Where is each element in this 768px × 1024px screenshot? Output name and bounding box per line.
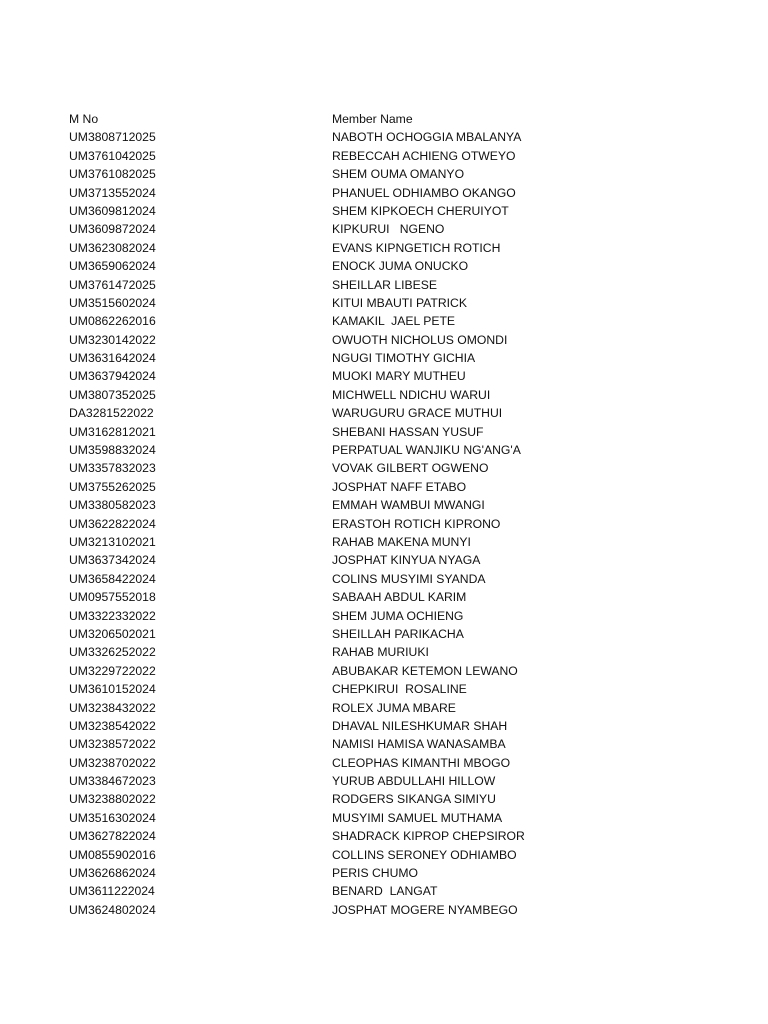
table-row xyxy=(69,662,629,680)
member-name-cell: SHEM OUMA OMANYO xyxy=(332,167,465,182)
member-name-cell: RAHAB MURIUKI xyxy=(332,645,429,660)
member-number-cell: UM3659062024 xyxy=(69,259,156,274)
member-number-cell: UM3627822024 xyxy=(69,829,156,844)
table-row xyxy=(69,790,629,808)
member-number-cell: UM3609812024 xyxy=(69,203,156,218)
header-member-name: Member Name xyxy=(332,112,413,126)
member-number-cell: UM3322332022 xyxy=(69,608,156,623)
member-name-cell: ERASTOH ROTICH KIPRONO xyxy=(332,516,501,531)
table-row xyxy=(69,349,629,367)
table-row xyxy=(69,735,629,753)
member-number-cell: UM3609872024 xyxy=(69,222,156,237)
member-name-cell: ABUBAKAR KETEMON LEWANO xyxy=(332,663,518,678)
table-row xyxy=(69,864,629,882)
table-row xyxy=(69,809,629,827)
member-name-cell: CLEOPHAS KIMANTHI MBOGO xyxy=(332,755,511,770)
member-number-cell: UM3761082025 xyxy=(69,167,156,182)
member-name-cell: KIPKURUI NGENO xyxy=(332,222,445,237)
member-name-cell: SHEILLAR LIBESE xyxy=(332,277,437,292)
member-name-cell: SABAAH ABDUL KARIM xyxy=(332,590,467,605)
table-row xyxy=(69,312,629,330)
table-row xyxy=(69,478,629,496)
member-number-cell: UM3162812021 xyxy=(69,424,156,439)
member-name-cell: PERPATUAL WANJIKU NG'ANG'A xyxy=(332,443,521,458)
member-name-cell: SHEILLAH PARIKACHA xyxy=(332,626,464,641)
member-number-cell: UM3637942024 xyxy=(69,369,156,384)
table-row xyxy=(69,607,629,625)
table-row xyxy=(69,533,629,551)
table-row xyxy=(69,901,629,919)
member-number-cell: UM3611222024 xyxy=(69,884,155,899)
table-row xyxy=(69,588,629,606)
table-row xyxy=(69,772,629,790)
table-row xyxy=(69,239,629,257)
member-name-cell: PHANUEL ODHIAMBO OKANGO xyxy=(332,185,516,200)
table-row xyxy=(69,276,629,294)
member-name-cell: COLINS MUSYIMI SYANDA xyxy=(332,571,486,586)
member-name-cell: VOVAK GILBERT OGWENO xyxy=(332,461,489,476)
table-row xyxy=(69,331,629,349)
member-number-cell: UM3658422024 xyxy=(69,571,156,586)
member-number-cell: UM3755262025 xyxy=(69,479,156,494)
member-name-cell: ENOCK JUMA ONUCKO xyxy=(332,259,469,274)
member-number-cell: UM3357832023 xyxy=(69,461,156,476)
member-number-cell: UM3761042025 xyxy=(69,148,156,163)
member-number-cell: UM3238702022 xyxy=(69,755,156,770)
member-name-cell: EVANS KIPNGETICH ROTICH xyxy=(332,240,501,255)
table-row xyxy=(69,625,629,643)
member-number-cell: UM3515602024 xyxy=(69,295,156,310)
member-number-cell: UM3326252022 xyxy=(69,645,156,660)
member-number-cell: UM3610152024 xyxy=(69,682,156,697)
member-number-cell: UM3761472025 xyxy=(69,277,156,292)
member-number-cell: UM0957552018 xyxy=(69,590,156,605)
table-row xyxy=(69,699,629,717)
table-row xyxy=(69,184,629,202)
member-name-cell: KITUI MBAUTI PATRICK xyxy=(332,295,467,310)
member-number-cell: UM3598832024 xyxy=(69,443,156,458)
header-m-no: M No xyxy=(69,112,99,126)
member-number-cell: UM0855902016 xyxy=(69,847,156,862)
member-name-cell: JOSPHAT MOGERE NYAMBEGO xyxy=(332,902,518,917)
member-name-cell: YURUB ABDULLAHI HILLOW xyxy=(332,774,496,789)
table-row xyxy=(69,515,629,533)
member-name-cell: REBECCAH ACHIENG OTWEYO xyxy=(332,148,516,163)
member-number-cell: UM3626862024 xyxy=(69,866,156,881)
member-name-cell: CHEPKIRUI ROSALINE xyxy=(332,682,467,697)
member-name-cell: JOSPHAT NAFF ETABO xyxy=(332,479,467,494)
member-name-cell: COLLINS SERONEY ODHIAMBO xyxy=(332,847,517,862)
member-name-cell: PERIS CHUMO xyxy=(332,866,418,881)
member-name-cell: SHEM JUMA OCHIENG xyxy=(332,608,464,623)
table-row xyxy=(69,294,629,312)
member-name-cell: SHEM KIPKOECH CHERUIYOT xyxy=(332,203,509,218)
table-row xyxy=(69,423,629,441)
table-row xyxy=(69,441,629,459)
table-row xyxy=(69,882,629,900)
member-name-cell: KAMAKIL JAEL PETE xyxy=(332,314,456,329)
member-name-cell: MICHWELL NDICHU WARUI xyxy=(332,387,491,402)
member-name-cell: JOSPHAT KINYUA NYAGA xyxy=(332,553,481,568)
member-number-cell: UM3238542022 xyxy=(69,718,156,733)
table-row xyxy=(69,680,629,698)
member-number-cell: UM3238432022 xyxy=(69,700,156,715)
table-row xyxy=(69,147,629,165)
member-number-cell: UM3238802022 xyxy=(69,792,156,807)
table-row xyxy=(69,202,629,220)
table-row xyxy=(69,754,629,772)
member-name-cell: WARUGURU GRACE MUTHUI xyxy=(332,406,503,421)
member-name-cell: NAMISI HAMISA WANASAMBA xyxy=(332,737,506,752)
table-row xyxy=(69,257,629,275)
member-number-cell: UM3230142022 xyxy=(69,332,156,347)
table-body xyxy=(69,128,629,919)
table-row xyxy=(69,846,629,864)
member-name-cell: NABOTH OCHOGGIA MBALANYA xyxy=(332,130,522,145)
member-number-cell: UM3213102021 xyxy=(69,534,156,549)
member-number-cell: UM3238572022 xyxy=(69,737,156,752)
table-row xyxy=(69,717,629,735)
table-row xyxy=(69,404,629,422)
member-name-cell: RODGERS SIKANGA SIMIYU xyxy=(332,792,496,807)
member-number-cell: UM3807352025 xyxy=(69,387,156,402)
table-row xyxy=(69,386,629,404)
member-table xyxy=(69,110,629,919)
member-name-cell: BENARD LANGAT xyxy=(332,884,438,899)
table-row xyxy=(69,367,629,385)
table-row xyxy=(69,496,629,514)
member-name-cell: OWUOTH NICHOLUS OMONDI xyxy=(332,332,508,347)
table-row xyxy=(69,551,629,569)
member-name-cell: DHAVAL NILESHKUMAR SHAH xyxy=(332,718,508,733)
member-number-cell: UM3624802024 xyxy=(69,902,156,917)
member-number-cell: UM3516302024 xyxy=(69,810,156,825)
member-name-cell: RAHAB MAKENA MUNYI xyxy=(332,534,471,549)
table-row xyxy=(69,570,629,588)
member-number-cell: UM3384672023 xyxy=(69,774,156,789)
member-number-cell: UM3637342024 xyxy=(69,553,156,568)
member-number-cell: UM3622822024 xyxy=(69,516,156,531)
member-name-cell: SHADRACK KIPROP CHEPSIROR xyxy=(332,829,525,844)
member-name-cell: MUOKI MARY MUTHEU xyxy=(332,369,466,384)
member-number-cell: UM3380582023 xyxy=(69,498,156,513)
member-number-cell: UM3713552024 xyxy=(69,185,156,200)
member-name-cell: ROLEX JUMA MBARE xyxy=(332,700,456,715)
table-row xyxy=(69,643,629,661)
member-number-cell: UM0862262016 xyxy=(69,314,156,329)
member-name-cell: SHEBANI HASSAN YUSUF xyxy=(332,424,484,439)
member-number-cell: UM3631642024 xyxy=(69,351,156,366)
table-row xyxy=(69,128,629,146)
member-name-cell: EMMAH WAMBUI MWANGI xyxy=(332,498,485,513)
table-row xyxy=(69,827,629,845)
member-name-cell: NGUGI TIMOTHY GICHIA xyxy=(332,351,476,366)
member-name-cell: MUSYIMI SAMUEL MUTHAMA xyxy=(332,810,503,825)
table-row xyxy=(69,220,629,238)
member-number-cell: UM3623082024 xyxy=(69,240,156,255)
member-number-cell: UM3808712025 xyxy=(69,130,156,145)
member-number-cell: UM3206502021 xyxy=(69,626,156,641)
member-number-cell: UM3229722022 xyxy=(69,663,156,678)
table-row xyxy=(69,459,629,477)
table-header-row xyxy=(69,110,629,128)
table-row xyxy=(69,165,629,183)
member-number-cell: DA3281522022 xyxy=(69,406,154,421)
